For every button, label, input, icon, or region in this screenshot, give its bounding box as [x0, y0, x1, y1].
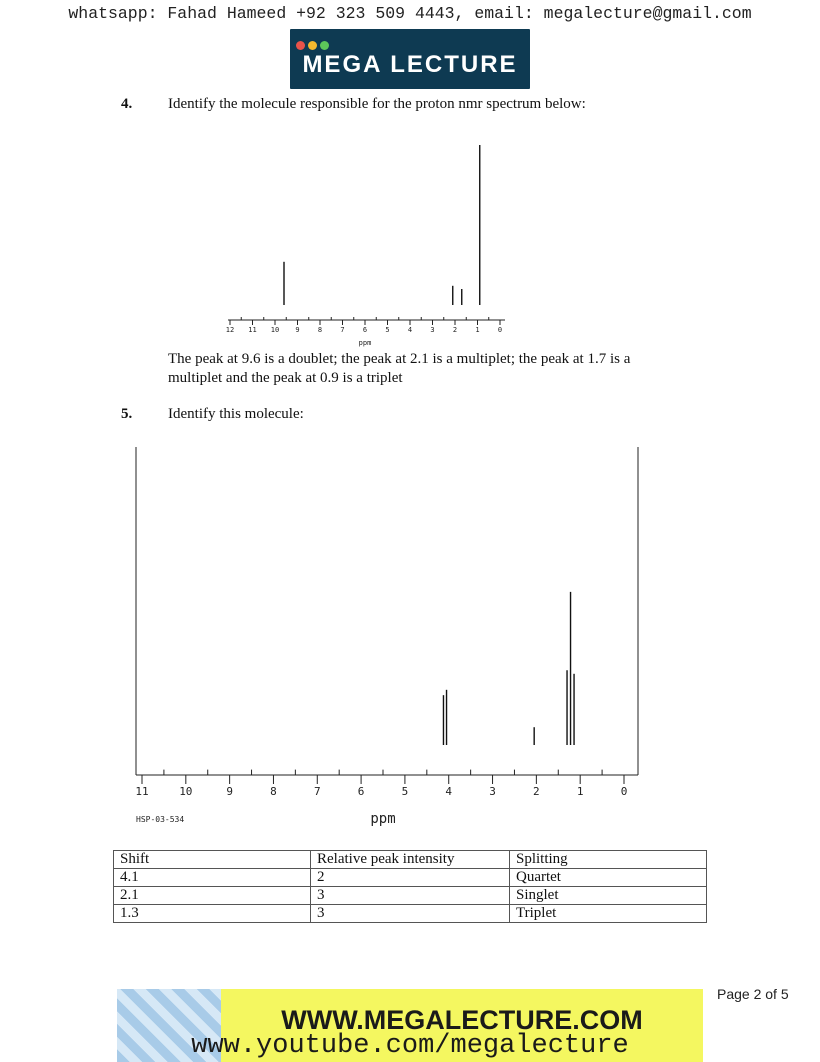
table-row: [114, 905, 707, 923]
x-tick-label: 0: [497, 326, 503, 334]
x-tick-label: 9: [226, 785, 233, 798]
table-cell: 1.3: [114, 905, 311, 923]
question-5-text: Identify this molecule:: [168, 406, 304, 422]
page-number: Page 2 of 5: [717, 986, 789, 1002]
x-tick-label: 4: [445, 785, 453, 798]
x-tick-label: 11: [135, 785, 149, 798]
table-row: [114, 869, 707, 887]
x-axis-label: ppm: [370, 811, 396, 827]
table-row: [114, 887, 707, 905]
table-cell: 3: [311, 905, 510, 923]
x-tick-label: 0: [620, 785, 628, 798]
table-cell: 2.1: [114, 887, 311, 905]
x-tick-label: 11: [248, 326, 257, 334]
question-4-note: The peak at 9.6 is a doublet; the peak at 2.1 is a multiplet; the peak at 1.7 is a multiplet and the peak at 0.9 is a triplet: [168, 351, 631, 386]
header-contact: whatsapp: Fahad Hameed +92 323 509 4443, email: megalecture@gmail.com: [68, 4, 752, 23]
x-tick-label: 1: [576, 785, 584, 798]
x-tick-label: 7: [340, 326, 345, 334]
table-cell: 2: [311, 869, 510, 887]
question-4-text: Identify the molecule responsible for the proton nmr spectrum below:: [168, 96, 586, 112]
x-tick-label: 3: [489, 785, 496, 798]
youtube-url: www.youtube.com/megalecture: [191, 1031, 629, 1061]
x-tick-label: 6: [362, 326, 368, 334]
x-tick-label: 2: [533, 785, 540, 798]
x-tick-label: 8: [317, 326, 323, 334]
website-url: WWW.MEGALECTURE.COM: [281, 1005, 643, 1035]
table-header-cell: Relative peak intensity: [311, 851, 510, 869]
question-4-number: 4.: [121, 96, 133, 112]
x-tick-label: 4: [407, 326, 413, 334]
spectrum-code: HSP-03-534: [136, 815, 185, 824]
x-tick-label: 10: [270, 326, 280, 334]
table-header-cell: Shift: [114, 851, 311, 869]
footer-banner: [117, 989, 703, 1062]
x-tick-label: 7: [313, 785, 321, 798]
x-tick-label: 10: [179, 785, 193, 798]
table-cell: Singlet: [510, 887, 707, 905]
x-tick-label: 8: [270, 785, 277, 798]
table-cell: Triplet: [510, 905, 707, 923]
x-tick-label: 5: [385, 326, 390, 334]
table-header-cell: Splitting: [510, 851, 707, 869]
x-tick-label: 2: [452, 326, 458, 334]
x-tick-label: 12: [225, 326, 235, 334]
x-tick-label: 3: [430, 326, 435, 334]
x-tick-label: 9: [295, 326, 300, 334]
x-tick-label: 1: [475, 326, 480, 334]
question-5-number: 5.: [121, 406, 133, 422]
table-cell: 4.1: [114, 869, 311, 887]
x-tick-label: 5: [401, 785, 409, 798]
x-axis-label: ppm: [358, 339, 372, 347]
table-cell: 3: [311, 887, 510, 905]
x-tick-label: 6: [357, 785, 365, 798]
table-header-row: [114, 851, 707, 869]
logo-text: MEGA LECTURE: [302, 51, 518, 78]
table-cell: Quartet: [510, 869, 707, 887]
nmr-data-table: [113, 850, 707, 923]
